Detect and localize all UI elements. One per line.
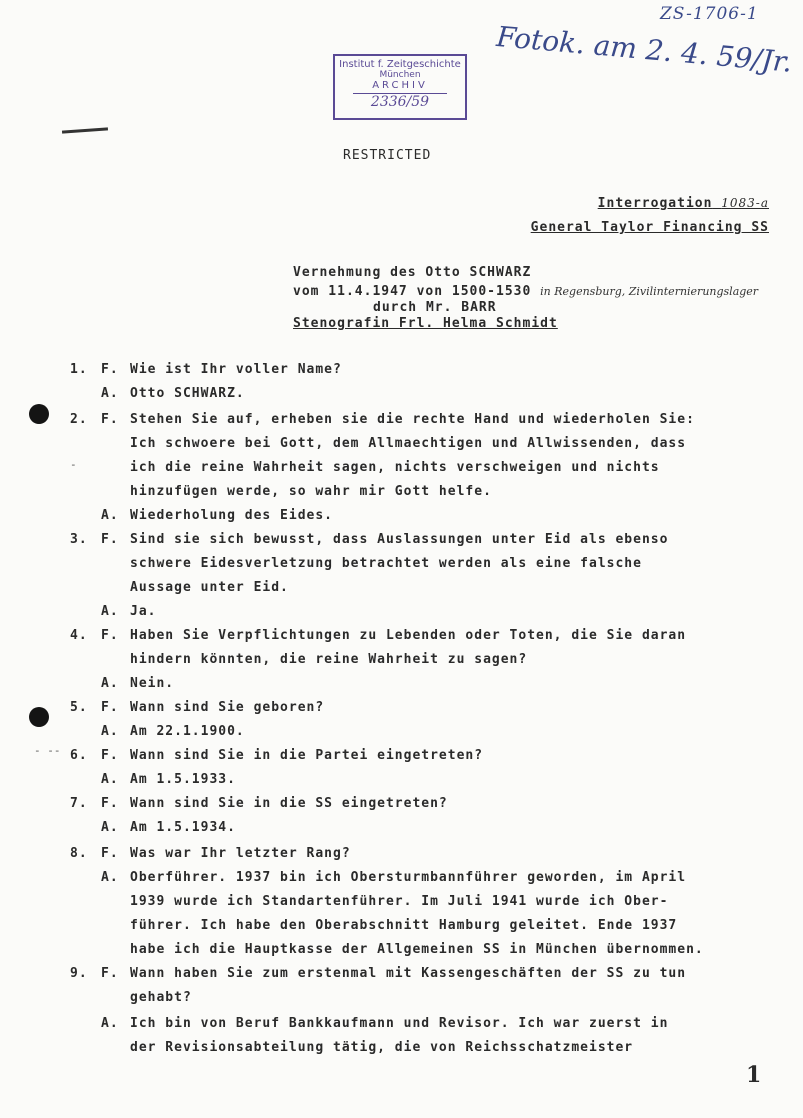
qa-number: 4. xyxy=(70,628,88,643)
qa-label: A. xyxy=(101,604,119,619)
qa-line: Wann haben Sie zum erstenmal mit Kassengeschäften der SS zu tun xyxy=(130,966,687,981)
qa-line: Otto SCHWARZ. xyxy=(130,386,245,401)
interrogation-heading xyxy=(598,196,769,211)
qa-number: 6. xyxy=(70,748,88,763)
qa-text xyxy=(130,504,770,528)
qa-line: Aussage unter Eid. xyxy=(130,580,289,595)
qa-label: A. xyxy=(101,386,119,401)
qa-number: 3. xyxy=(70,532,88,547)
stenographer: Stenografin Frl. Helma Schmidt xyxy=(293,316,558,331)
qa-line: Wie ist Ihr voller Name? xyxy=(130,362,342,377)
qa-line: Am 22.1.1900. xyxy=(130,724,245,739)
qa-number: 5. xyxy=(70,700,88,715)
qa-line: der Revisionsabteilung tätig, die von Reichsschatzmeister xyxy=(130,1040,634,1055)
qa-line: gehabt? xyxy=(130,990,192,1005)
qa-text xyxy=(130,672,770,696)
qa-text xyxy=(130,382,770,406)
qa-label: A. xyxy=(101,676,119,691)
qa-number: 1. xyxy=(70,362,88,377)
interrogation-number: 1083-a xyxy=(721,196,769,210)
qa-line: Sind sie sich bewusst, dass Auslassungen unter Eid als ebenso xyxy=(130,532,669,547)
qa-line: schwere Eidesverletzung betrachtet werden als eine falsche xyxy=(130,556,642,571)
qa-number: 8. xyxy=(70,846,88,861)
qa-line: Ja. xyxy=(130,604,157,619)
qa-line: führer. Ich habe den Oberabschnitt Hamburg geleitet. Ende 1937 xyxy=(130,918,678,933)
interview-date xyxy=(293,284,758,299)
qa-line: habe ich die Hauptkasse der Allgemeinen SS in München übernommen. xyxy=(130,942,704,957)
stamp-archiv: ARCHIV xyxy=(372,80,428,91)
margin-dash xyxy=(62,127,108,133)
qa-label: A. xyxy=(101,870,119,885)
qa-label: A. xyxy=(101,508,119,523)
classification-label: RESTRICTED xyxy=(343,148,432,163)
margin-tick: - -- xyxy=(34,744,61,757)
qa-text xyxy=(130,1012,770,1060)
qa-text xyxy=(130,962,770,1010)
qa-number: 2. xyxy=(70,412,88,427)
archive-stamp xyxy=(333,54,467,120)
photocopy-note: Fotok. am 2. 4. 59/Jr. xyxy=(495,20,794,79)
qa-line: Ich schwoere bei Gott, dem Allmaechtigen und Allwissenden, dass xyxy=(130,436,687,451)
margin-tick: - xyxy=(70,458,77,471)
qa-line: Haben Sie Verpflichtungen zu Lebenden oder Toten, die Sie daran xyxy=(130,628,687,643)
qa-label: F. xyxy=(101,628,119,643)
archive-number: ZS-1706-1 xyxy=(660,4,759,24)
qa-text xyxy=(130,624,770,672)
qa-text xyxy=(130,792,770,816)
qa-text xyxy=(130,696,770,720)
qa-text xyxy=(130,720,770,744)
stamp-institute: Institut f. Zeitgeschichte xyxy=(339,59,461,70)
qa-line: Was war Ihr letzter Rang? xyxy=(130,846,351,861)
qa-text xyxy=(130,744,770,768)
qa-number: 9. xyxy=(70,966,88,981)
interview-date-text: vom 11.4.1947 von 1500-1530 xyxy=(293,284,532,299)
qa-text xyxy=(130,358,770,382)
qa-label: F. xyxy=(101,796,119,811)
qa-line: hindern könnten, die reine Wahrheit zu sagen? xyxy=(130,652,528,667)
qa-line: Wann sind Sie in die SS eingetreten? xyxy=(130,796,448,811)
interrogation-subject: General Taylor Financing SS xyxy=(530,220,769,235)
interviewer: durch Mr. BARR xyxy=(373,300,497,315)
qa-label: F. xyxy=(101,532,119,547)
qa-text xyxy=(130,816,770,840)
qa-label: F. xyxy=(101,412,119,427)
page-number: 1 xyxy=(746,1062,762,1088)
qa-line: Nein. xyxy=(130,676,175,691)
qa-text xyxy=(130,600,770,624)
qa-number: 7. xyxy=(70,796,88,811)
qa-line: Wiederholung des Eides. xyxy=(130,508,334,523)
qa-line: Wann sind Sie geboren? xyxy=(130,700,325,715)
qa-line: hinzufügen werde, so wahr mir Gott helfe. xyxy=(130,484,492,499)
qa-line: Am 1.5.1934. xyxy=(130,820,236,835)
qa-line: 1939 wurde ich Standartenführer. Im Juli 1941 wurde ich Ober- xyxy=(130,894,669,909)
punch-hole xyxy=(29,707,49,727)
qa-line: Ich bin von Beruf Bankkaufmann und Revisor. Ich war zuerst in xyxy=(130,1016,669,1031)
qa-line: Stehen Sie auf, erheben sie die rechte Hand und wiederholen Sie: xyxy=(130,412,695,427)
interrogation-title: Interrogation xyxy=(597,196,713,211)
qa-label: A. xyxy=(101,1016,119,1031)
qa-text xyxy=(130,408,770,504)
qa-line: Wann sind Sie in die Partei eingetreten? xyxy=(130,748,484,763)
qa-text xyxy=(130,866,770,962)
qa-label: A. xyxy=(101,772,119,787)
qa-label: A. xyxy=(101,724,119,739)
punch-hole xyxy=(29,404,49,424)
qa-label: F. xyxy=(101,748,119,763)
qa-text xyxy=(130,768,770,792)
qa-label: F. xyxy=(101,966,119,981)
interview-location: in Regensburg, Zivilinternierungslager xyxy=(540,285,759,298)
qa-label: F. xyxy=(101,362,119,377)
qa-line: Am 1.5.1933. xyxy=(130,772,236,787)
interview-subject: Vernehmung des Otto SCHWARZ xyxy=(293,265,532,280)
qa-text xyxy=(130,528,770,600)
qa-label: F. xyxy=(101,846,119,861)
stamp-city: München xyxy=(379,70,421,80)
qa-line: Oberführer. 1937 bin ich Obersturmbannführer geworden, im April xyxy=(130,870,687,885)
stamp-number: 2336/59 xyxy=(353,93,447,110)
qa-label: A. xyxy=(101,820,119,835)
qa-line: ich die reine Wahrheit sagen, nichts verschweigen und nichts xyxy=(130,460,660,475)
qa-text xyxy=(130,842,770,866)
qa-label: F. xyxy=(101,700,119,715)
